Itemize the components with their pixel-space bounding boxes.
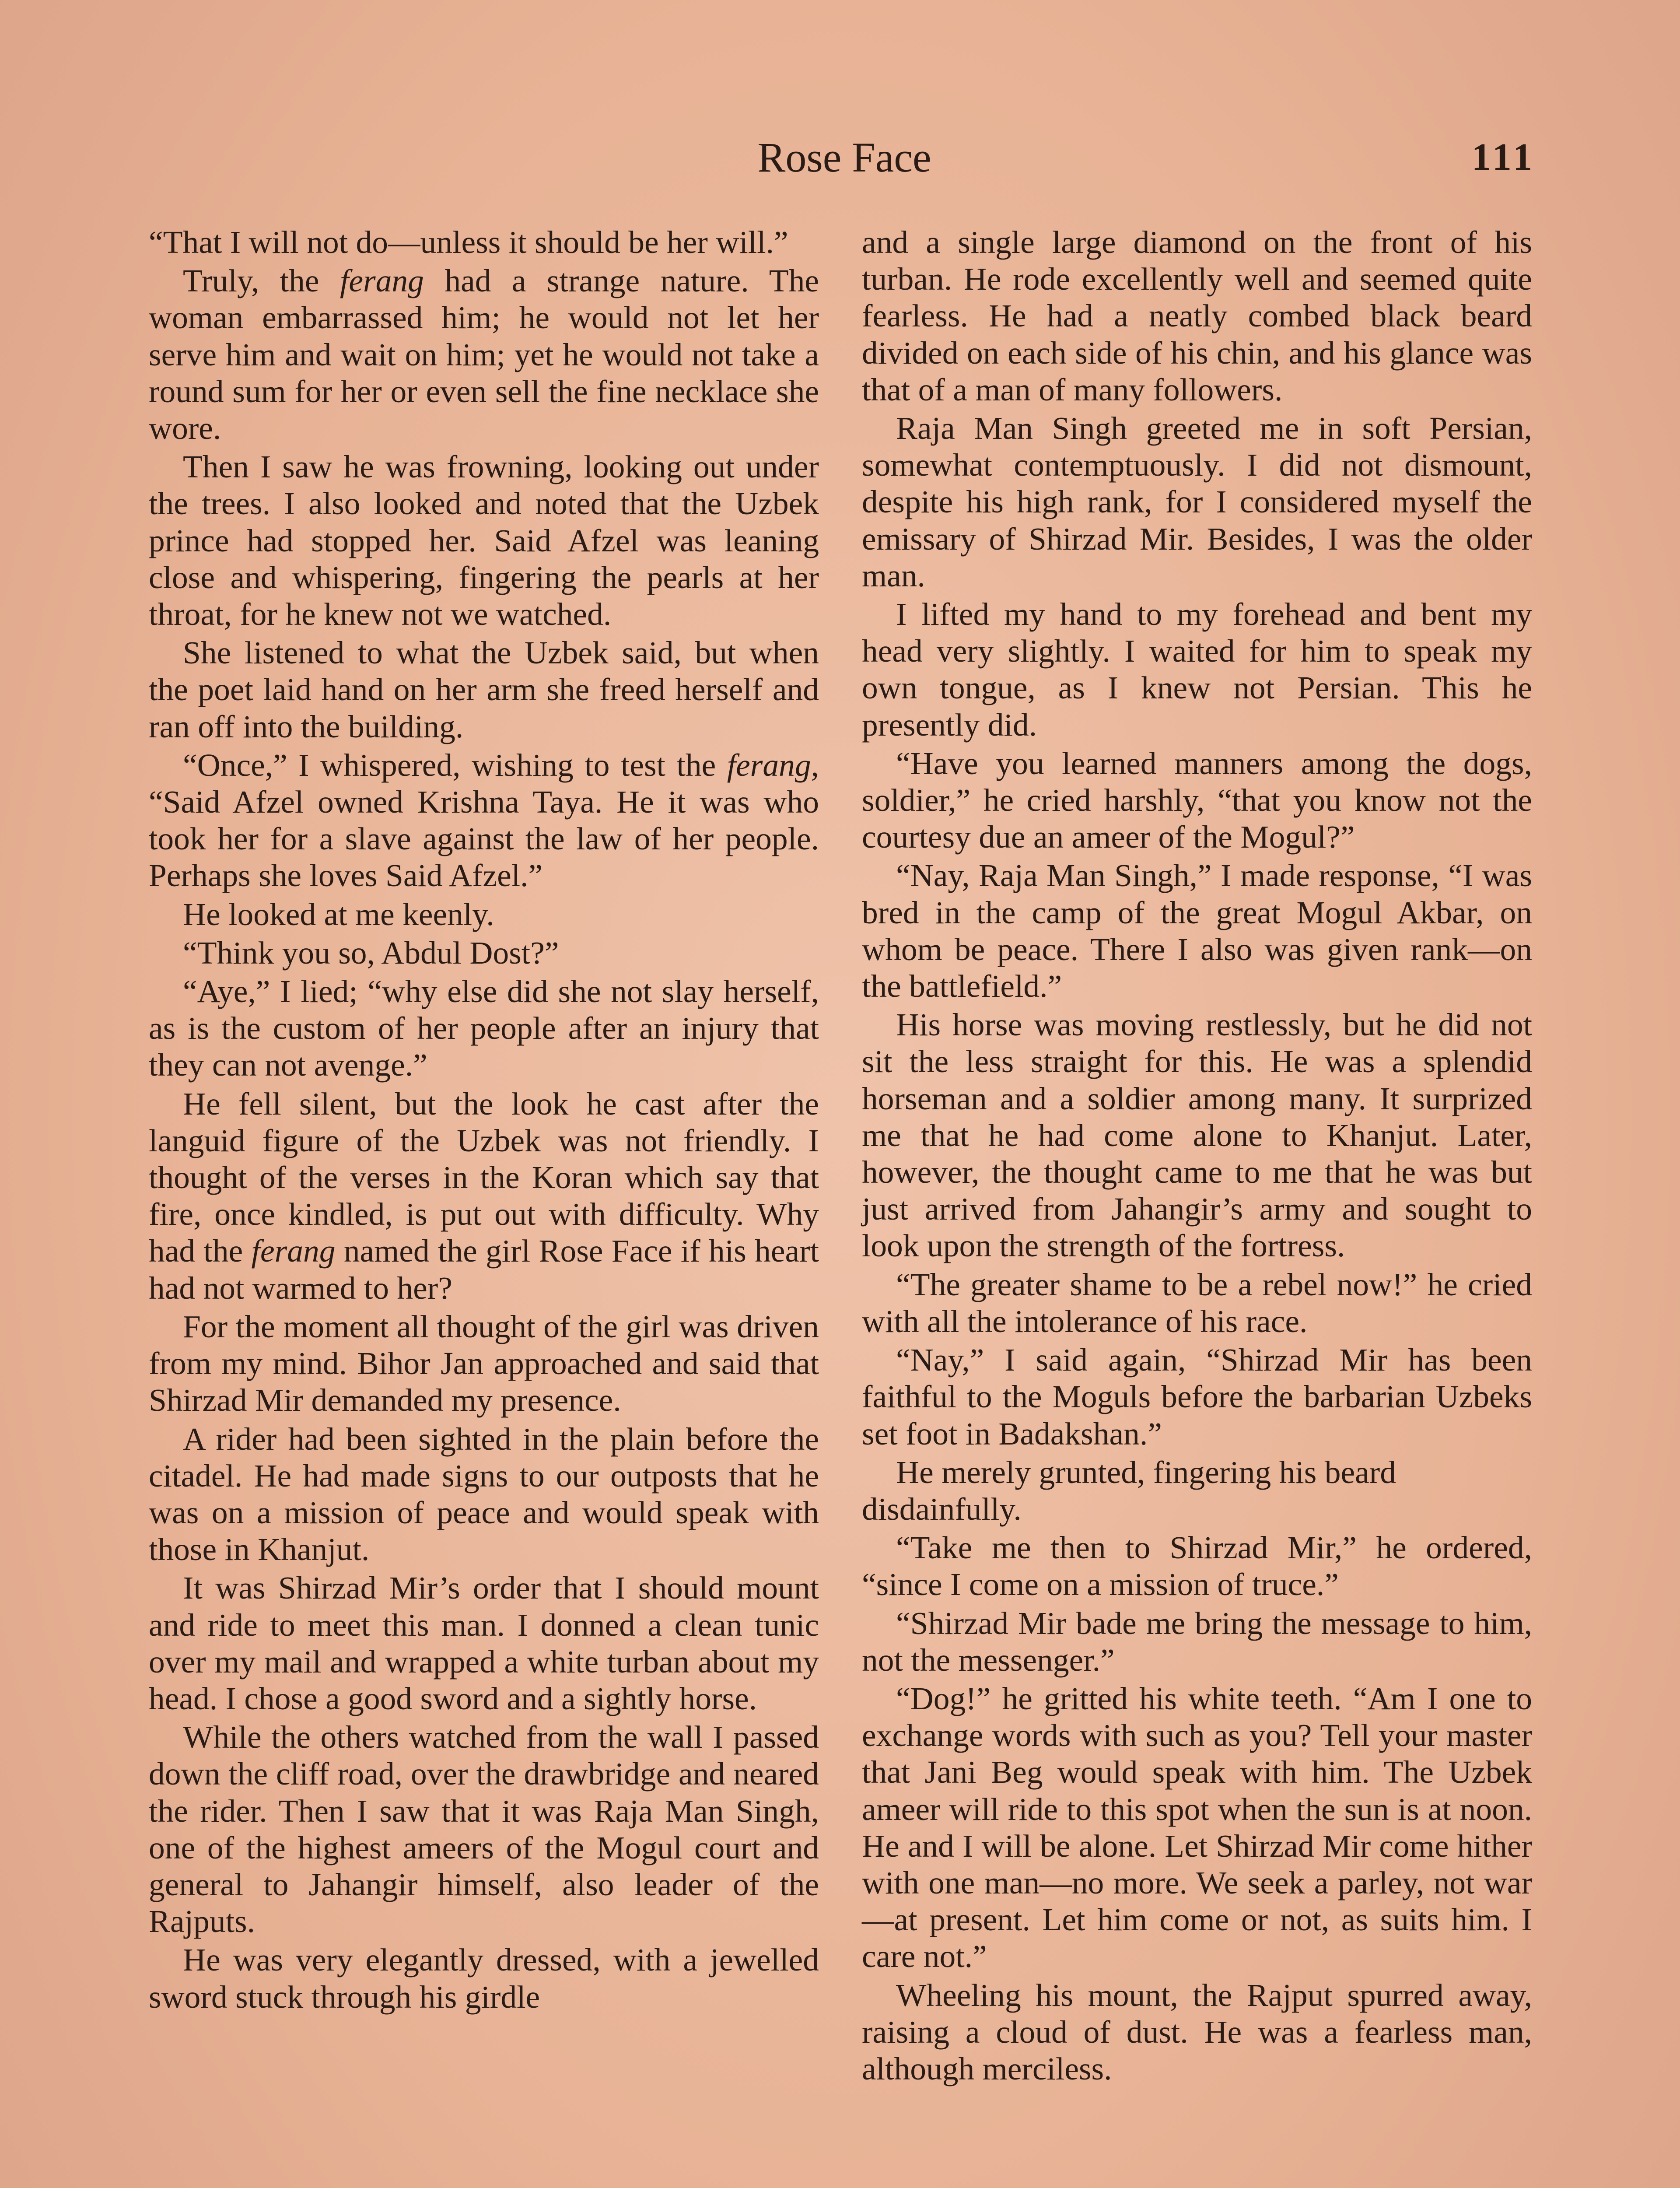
page-number: 111 [1471,136,1536,179]
paragraph: Then I saw he was frowning, looking out under the trees. I also looked and noted that the Uzbek prince had stopped her. Said Afzel was leaning close and whispering, fingering the pearls at her throat, for he knew not we watched. [149,449,819,632]
paragraph: “Have you learned manners among the dogs, soldier,” he cried harshly, “that you know not the courtesy due an ameer of the Mogul?” [862,745,1532,855]
paragraph: “Aye,” I lied; “why else did she not slay herself, as is the custom of her people after an injury that they can not avenge.” [149,974,819,1083]
paragraph: Raja Man Singh greeted me in soft Persian, somewhat contemptuously. I did not dismount, despite his high rank, for I considered myself the emissary of Shirzad Mir. Besides, I was the older man. [862,410,1532,593]
paragraph: A rider had been sighted in the plain before the citadel. He had made signs to our outposts that he was on a mission of peace and would speak with those in Khanjut. [149,1421,819,1567]
paragraph: and a single large diamond on the front of his turban. He rode excellently well and seemed quite fearless. He had a neatly combed black beard divided on each side of his chin, and his glance was that of a man of many followers. [862,224,1532,407]
paragraph: “Nay, Raja Man Singh,” I made response, “I was bred in the camp of the great Mogul Akbar, on whom be peace. There I also was given rank—on the battlefield.” [862,858,1532,1004]
paragraph: “Shirzad Mir bade me bring the message to him, not the messenger.” [862,1605,1532,1678]
paragraph: “Think you so, Abdul Dost?” [183,935,559,971]
paragraph: While the others watched from the wall I passed down the cliff road, over the drawbridge and neared the rider. Then I saw that it was Raja Man Singh, one of the highest ameers of the Mogul court and general to Jahangir himself, also leader of the Rajputs. [149,1719,819,1939]
paragraph: He merely grunted, fingering his beard disdainfully. [862,1454,1396,1527]
paragraph: “That I will not do—unless it should be her will.” [149,224,788,260]
paragraph: It was Shirzad Mir’s order that I should mount and ride to meet this man. I donned a clean tunic over my mail and wrapped a white turban about my head. I chose a good sword and a sightly horse. [149,1570,819,1716]
paragraph: “Take me then to Shirzad Mir,” he ordered, “since I come on a mission of truce.” [862,1530,1532,1602]
right-column [862,224,1532,2089]
paragraph: For the moment all thought of the girl was driven from my mind. Bihor Jan approached and said that Shirzad Mir demanded my presence. [149,1308,819,1418]
paragraph: “Dog!” he gritted his white teeth. “Am I one to exchange words with such as you? Tell your master that Jani Beg would speak with him. The Uzbek ameer will ride to this spot when the sun is at noon. He and I will be alone. Let Shirzad Mir come hither with one man—no more. We seek a parley, not war—at present. Let him come or not, as suits him. I care not.” [862,1680,1532,1974]
paragraph: His horse was moving restlessly, but he did not sit the less straight for this. He was a splendid horseman and a soldier among many. It surprized me that he had come alone to Khanjut. Later, however, the thought came to me that he was but just arrived from Jahangir’s army and sought to look upon the strength of the fortress. [862,1007,1532,1264]
paragraph: He was very elegantly dressed, with a jewelled sword stuck through his girdle [149,1942,819,2015]
paragraph: I lifted my hand to my forehead and bent my head very slightly. I waited for him to speak my own tongue, as I knew not Persian. This he presently did. [862,596,1532,743]
paragraph: He looked at me keenly. [183,896,494,932]
paragraph: Wheeling his mount, the Rajput spurred away, raising a cloud of dust. He was a fearless man, although merciless. [862,1977,1532,2086]
paragraph: She listened to what the Uzbek said, but when the poet laid hand on her arm she freed herself and ran off into the building. [149,635,819,744]
paragraph: He fell silent, but the look he cast after the languid figure of the Uzbek was not friendly. I thought of the verses in the Koran which say that fire, once kindled, is put out with difficulty. Why had the ferang named the girl Rose Face if his heart had not warmed to her? [149,1086,819,1306]
paragraph: “Once,” I whispered, wishing to test the ferang, “Said Afzel owned Krishna Taya. He it was who took her for a slave against the law of her people. Perhaps she loves Said Afzel.” [149,747,819,894]
paragraph: Truly, the ferang had a strange nature. The woman embarrassed him; he would not let her serve him and wait on him; yet he would not take a round sum for her or even sell the fine necklace she wore. [149,263,819,446]
page-header [0,131,1680,184]
left-column [149,224,819,2017]
paragraph: “Nay,” I said again, “Shirzad Mir has been faithful to the Moguls before the barbarian Uzbeks set foot in Badakshan.” [862,1342,1532,1452]
running-title: Rose Face [757,134,931,181]
paragraph: “The greater shame to be a rebel now!” he cried with all the intolerance of his race. [862,1266,1532,1339]
